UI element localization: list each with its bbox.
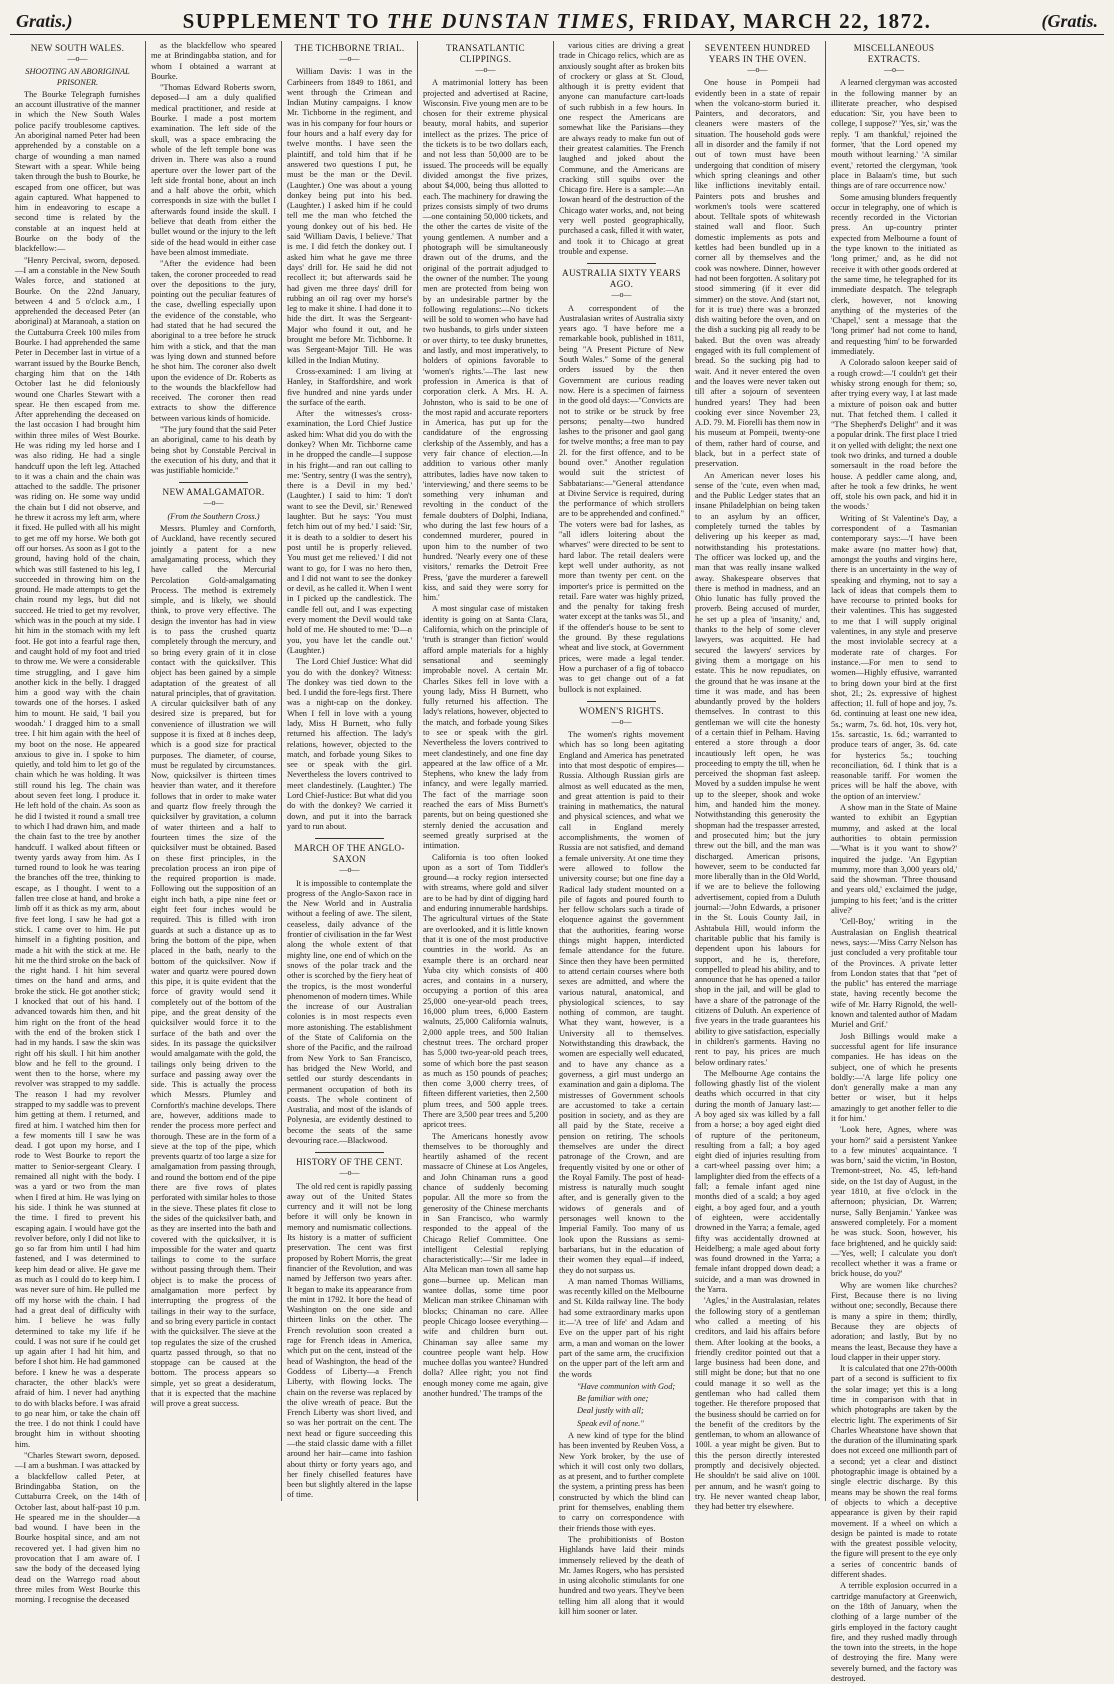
article-paragraph: California is too often looked upon as a sort of Tom Tiddler's ground—a rocky region intersected with streams, where gold and silver are to be had by dint of digging hard and enduring innumerable hardships. The agricultural virtues of the State are overlooked, and it is little known that it is one of the most productive countries in the world. As an example there is an orchard near Yuba city which consists of 400 acres, and contains in a nursery, occupying a portion of this area 25,000 one-year-old peach trees, 16,000 plum trees, 6,000 Eastern walnuts, 25,000 California walnuts, 2,000 apple trees, and 500 Italian chestnut trees. The orchard proper has 5,000 two-year-old peach trees, some of which bore the past season as much as 150 pounds of peaches; then come 3,000 cherry trees, of fifteen different varieties, then 2,500 plum trees, and 500 apple trees. There are 3,500 pear trees and 5,200 apricot trees. [423, 852, 548, 1130]
article-paragraph: The Bourke Telegraph furnishes an account illustrative of the manner in which the New South Wales police pacify troublesome captives. An aboriginal named Peter had been apprehended by a constable on a charge of wounding a man named Stewart with a spear. While being taken through the bush to Bourke, he escaped from one officer, but was again captured. What happened to him in endeavoring to escape a second time is related by the constable at an inquest held at Bourke on the body of the blackfellow:— [15, 89, 140, 254]
column-6 [690, 41, 826, 1512]
article-headline: THE TICHBORNE TRIAL. [294, 43, 405, 53]
article-headline: SEVENTEEN HUNDRED YEARS IN THE OVEN. [704, 43, 811, 64]
article-paragraph: A most singular case of mistaken identity is going on at Santa Clara, California, which on the principle of 'truth is stranger than fiction' would afford ample materials for a highly sensational and seemingly improbable novel. A certain Mr. Charles Sikes fell in love with a young lady, Miss H Burnett, who fully returned his affection. The lady's relations, however, objected to the match, and forbade young Sikes to see or speak with the girl. Nevertheless the lovers contrived to meet clandestinely, and one fine day appeared at the law office of a Mr. Stephens, who knew the lady from infancy, and were legally married. The fact of the marriage soon reached the ears of Miss Burnett's parents, but on being questioned she sternly denied the accusation and seemed greatly surprised at the intimation. [423, 604, 548, 851]
gratis-right: (Gratis. [1041, 10, 1098, 31]
column-7 [826, 41, 962, 1684]
article-paragraph: various cities are driving a great trade in Chicago relics, which are as anxiously sought after as broken bits of crockery or glass at St. Cloud, although it is pretty evident that anyone can manufacture cart-loads of such rubbish in a few hours. In one respect the Americans are somewhat like the Parisians—they are always ready to make fun out of their greatest calamities. The French laughed and joked about the Commune, and the Americans are cracking still squibs over the Chicago fire. Here is a sample:—An Iowan heard of the destruction of the Chicago water works, and, not being very well posted geographically, purchased a cask, filled it with water, and took it to Chicago at great trouble and expense. [559, 41, 684, 256]
headline-separator: —o— [475, 65, 496, 74]
article-rule [179, 482, 248, 483]
gratis-left: Gratis.) [16, 10, 73, 31]
article-paragraph: The old red cent is rapidly passing away out of the United States currency and it will not be long before it will only be known in memory and numismatic collections. Its history is a matter of sufficient preservation. The cent was first proposed by Robert Morris, the great financier of the Revolution, and was named by Jefferson two years after. It began to make its appearance from the mint in 1792. It bore the head of Washington on the one side and thirteen links on the other. The French revolution soon created a rage for French ideas in America, which put on the cent, instead of the head of Washington, the head of the Goddess of Liberty—a French Liberty, with flowing locks. The chain on the reverse was replaced by the olive wreath of peace. But the French Liberty was short lived, and so was her portrait on the cent. The next head or figure succeeding this—the staid classic dame with a fillet around her hair—came into fashion about thirty or forty years ago, and her finely chiselled features have been but slightly altered in the lapse of time. [287, 1181, 412, 1500]
article-rule [587, 263, 656, 264]
column-3 [282, 41, 418, 1501]
article-paragraph: A terrible explosion occurred in a cartridge manufactory at Greenwich, on the 18th of January, when the clothing of a large number of the girls employed in the factory caught fire, and they rushed madly through the town into the streets, in the hope of destroying the fire. Many were severely burned, and the factory was destroyed. [831, 1581, 957, 1684]
article-rule [315, 1152, 384, 1153]
article-paragraph: The prohibitionists of Boston Highlands have laid their minds immensely relieved by the death of Mr. James Rogers, who has persisted in using alcoholic stimulants for one hundred and two years. They've been telling him all along that it would kill him sooner or later. [559, 1534, 684, 1617]
article-paragraph: The Lord Chief Justice: What did you do with the donkey? Witness: The donkey was tied down to the bed. I undid the fore-legs first. There was a night-cap on the donkey. When I fell in love with a young lady, Miss H Burnett, who fully returned his affection. The lady's relations, however, objected to the match, and forbade young Sikes to see or speak with the girl. Nevertheless the lovers contrived to meet clandestinely. (Laughter.) The Lord Chief-Justice: But what did you do with the donkey? We carried it down, and put it into the barrack yard to run about. [287, 657, 412, 831]
article-headline: AUSTRALIA SIXTY YEARS AGO. [562, 268, 681, 290]
columns [10, 41, 1104, 1684]
article-paragraph: "The jury found that the said Peter an aboriginal, came to his death by being shot by Constable Percival in the execution of his duty, and that it was justifiable homicide." [151, 424, 276, 476]
article-headline: HISTORY OF THE CENT. [296, 1157, 403, 1168]
article-headline: TRANSATLANTIC CLIPPINGS. [446, 43, 525, 64]
article-paragraph: "Thomas Edward Roberts sworn, deposed—I am a duly qualified medical practitioner, and reside at Bourke. I made a post mortem examination. The left side of the skull, was a space embracing the whole of the left temple bone was driven in. There was also a round aperture over the lower part of the left side frontal bone, about an inch and a half above the orbit, which corresponds in size with the bullet I afterwards found inside the skull. I believe that death from either the bullet wound or the injury to the left side of the head would in either case have been almost immediate. [151, 83, 276, 257]
article-headline: NEW SOUTH WALES. [30, 43, 125, 53]
verse-line: Deal justly with all; [577, 1406, 644, 1416]
headline-separator: —o— [611, 716, 632, 726]
article-paragraph: 'Cell-Boy,' writing in the Australasian on English theatrical news, says:—'Miss Carry Nelson has just concluded a very profitable tour of the Provinces. A private letter from London states that that "pet of the public" has entered the marriage state, having recently become the wife of Mr. Harry Rignold, the well-known and talented author of Madam Muriel and Grif.' [831, 917, 957, 1030]
headline-separator: —o— [339, 54, 360, 63]
article-rule [315, 838, 384, 839]
article-paragraph: as the blackfellow who speared me at Brindingabba station, and for whom I obtained a warrant at Bourke. [151, 41, 276, 81]
column-4 [418, 41, 554, 1501]
article-paragraph: "After the evidence had been taken, the coroner proceeded to read over the depositions to the jury, pointing out the peculiar features of the case, dwelling especially upon the evidence of the constable, who had stated that he had secured the aboriginal to a tree before he struck him with a stick, and that the man was lying down and stunned before he shot him. The coroner also dwelt upon the evidence of Dr. Roberts as to the wounds the blackfellow had received. The coroner then read extracts to show the difference between various kinds of homicide. [151, 259, 276, 423]
article-paragraph: The Americans honestly avow themselves to be thoroughly and heartily ashamed of the recent massacre of Chinese at Los Angeles, and John Chinaman runs a good chance of suddenly becoming popular. All the more so from the generosity of the Chinese merchants in San Francisco, who warmly responded to the appeal of the Chicago Relief Committee. One intelligent Celestial replying characteristically:—'Sir me ladee in Alta Melican man town all same hap gone—burnee up. Melican man wantee dollas, some time poor Melican man strikee Chinaman with blocks; Chinaman no care. Allee people Chicago loosee everything—wife and children burn out. Chinaman say allee same my countree people want help. How muchee dollas you wantee? Hundred dolla? Allee right; you not find enough money come me again, give another hundred.' The tramps of the [423, 1131, 548, 1398]
article-paragraph: The women's rights movement which has so long been agitating England and America has penetrated into that most despotic of empires—Russia. Although Russian girls are almost as well educated as the men, and great attention is paid to their training in mathematics, the natural and physical sciences, and what we call in England merely accomplishments, the women of Russia are not satisfied, and demand a female university. At one time they were allowed to follow the university course; but one fine day a Radical lady student mounted on a pile of fagots and poured fourth to her fellow scholars such a tirade of eloquence against the government that the authorities, fearing worse things might happen, interdicted female attendance for the future. Since then they have been permitted to attend certain courses where both sexes are admitted, and where the various natural, anatomical, and physiological sciences, to say nothing of common, are taught. What they want, however, is a University all to themselves. Notwithstanding this drawback, the women are especially well educated, and to have any chance as a governess, a girl must undergo an examination and gain a diploma. The mistresses of Government schools are accustomed to take a certain position in society, and as they are all paid by the State, receive a pension on retiring. The schools themselves are under the direct patronage of the Crown, and are frequently visited by one or other of the Royal Family. The post of head-mistress is naturally much sought after, and is generally given to the widows of generals and of personages well known to the Imperial Family. Too many of us look upon the Russians as semi-barbarians, but in the education of their women they equal—if indeed, they do not surpass us. [559, 730, 684, 1275]
headline-separator: —o— [747, 65, 768, 74]
article-paragraph: An American never loses his sense of the 'cute, even when mad, and the Public Ledger states that an insane Philadelphian on being taken to an asylum by an officer, completely turned the tables by delivering up his keeper as mad, notwithstanding his protestations. The officer was locked up, and the man that was really insane walked away. Shakespeare observes that there is method in madness, and an Ohio lunatic has fully proved the proverb. Being accused of murder, he set up a plea of 'insanity,' and, thanks to the help of some clever lawyers, was acquitted. He had secured the lawyers' services by giving them a mortgage on his estate. This he now repudiates, on the ground that he was insane at the time it was made, and has been abundantly proved by the holders themselves. In contrast to this gentleman we will cite the honesty of a certain thief in Pelham. Having entered a store through a door incautiously left open, he was proceeding to empty the till, when he perceived the shopman fast asleep. Moved by a sudden impulse he went up to the sleeper, shook and woke him, and handed him the money. Notwithstanding this generosity the shopman had the trespasser arrested, and prosecuted him; but the jury threw out the bill, and the man was discharged. American prisons, however, seem to be conducted far more liberally than in the Old World, if we are to believe the following advertisement, copied from a Duluth journal:—'John Edwards, a prisoner in the St. Louis County Jail, in Ashtabula Hill, would inform the charitable public that his family is dependent upon his labours for support, and he is, therefore, compelled to plead his ability, and to announce that he has opened a tailor shop in the jail, and will be glad to have a share of the patronage of the citizens of Duluth. An experience of five years in the trade guarantees his ability to give satisfaction, especially in children's garments. Having no rent to pay, his prices are much below ordinary rates.' [695, 470, 820, 1067]
article-paragraph: It is calculated that one 27th-000th part of a second is sufficient to fix the solar image; yet this is a long time in comparison with that in which photographs are taken by the electric light. The experiments of Sir Charles Wheatstone have shown that the duration of the illuminating spark does not exceed one millionth part of a second; yet a clear and distinct photographic image is obtained by a single electric discharge. By this means may be shown the real forms of objects to which a deceptive appearance is given by their rapid movement. If a wheel on which a design be painted is made to rotate with the greatest possible velocity, the figure will present to the eye only a series of concentric bands of different shades. [831, 1364, 957, 1580]
headline-separator: —o— [611, 290, 632, 300]
article-rule [587, 701, 656, 702]
masthead [10, 8, 1104, 35]
column-2 [146, 41, 282, 1501]
article-paragraph: The Melbourne Age contains the following ghastly list of the violent deaths which occurred in that city during the month of January last:—A boy aged six was killed by a fall from a horse; a boy aged eight died of rupture of the peritoneum, resulting from a fall; a boy aged eight died of injuries resulting from a cart-wheel passing over him; a lamplighter died from the effects of a fall; a female infant aged nine months died of a scald; a boy aged eight, a boy aged four, and a youth of eighteen, were accidentally drowned in the Yarra; a female, aged fifty was accidentally drowned at Heidelberg; a male aged about forty was found drowned in the Yarra; a female infant dropped down dead; a suicide, and a man was drowned in the Yarra. [695, 1068, 820, 1295]
headline-separator: —o— [339, 1168, 360, 1178]
title-prefix: SUPPLEMENT TO [182, 8, 381, 33]
article-paragraph: "Henry Percival, sworn, deposed.—I am a constable in the New South Wales force, and stationed at Bourke. On the 22nd January, between 4 and 5 o'clock a.m., I apprehended the deceased Peter (an aboriginal) at Maranoah, a station on the Cuttaburra Creek 100 miles from Bourke. I had apprehended the same Peter in December last in virtue of a warrant issued by the Bourke Bench, charging him that on the 14th October last he did feloniously wound one Charles Stewart with a spear. He then escaped from me. After apprehending the deceased on the last occasion I had brought him within three miles of West Bourke. He was riding my led horse and I was also riding. He had a single handcuff upon the left leg. Attached to it was a chain and the chain was attached to the saddle. The prisoner was riding on. He some way undid the chain but I did not observe, and he threw it across my left arm, where it fixed. He pulled with all his might to get me off my horse. We both got off our horses. As soon as I got to the ground, having hold of the chain, which was still fastened to his leg, I succeeded in throwing him on the ground. He made attempts to get the chain round my legs, but did not succeed. He tried to get my revolver, which was in the pouch at my side. I hit him in the stomach with my left foot. He got into a fearful rage then, and caught hold of my foot and tried to throw me. We were a considerable time struggling, and I gave him another kick in the belly. I dragged him a good way with the chain towards one of the horses. I asked him to mount. He said, 'I bail you woodah.' I dragged him to a small tree. I hit him again with the heel of my boot on the nose. He appeared anxious to give in. I spoke to him quietly, and told him to let go of the chain which he was holding. It was still round his leg. The chain was about seven feet long. I produce it. He left hold of the chain. As soon as he did I twisted it round a small tree to which I had drawn him, and made the chain fast to the tree by another handcuff. I walked about fifteen or twenty yards away from him. As I turned round to look he was tearing the branches off the tree, thinking to escape, as I thought. I went to a fallen tree close at hand, and broke a limb off it as thick as my arm, about five feet long. I saw he had got a stick. I came over to him. He put himself in a fighting position, and made a hit with the stick at me. He hit me the third stroke on the back of the right hand. I hit him several times on the hand and arms, and broke the stick. He got another stick; I knocked that out of his hand. I advanced towards him then, and hit him right on the front of the head with the end of the broken stick I had in my hands. I saw the skin was right off his skull. I hit him another blow and he fell to the ground. I went then to the horse, where my revolver was strapped to my saddle. The reason I had my revolver strapped to my saddle was to prevent him getting at them. I returned, and fired at him. I watched him then for a few moments till I saw he was dead. I got upon my horse, and I rode to West Bourke to report the matter to Senior-sergeant Cleary. I remained all night with the body. I was a yard or two from the man when I fired at him. He was lying on his side. I think he was stunned at the time. I fired to prevent his escaping again. I would have got the revolver before, only I did not like to go so far from him until I had him fastened, and I was determined to keep him dead or alive. He gave me as much as I could do to keep him. I was never sure of him. He pulled me off my horse with the chain. I had had a great deal of difficulty with him. I believe he was fully determined to take my life if he could. I was not sure if he could get up again after I had hit him, and before I shot him. He had gammoned before. I knew he was a desperate character, the other black's were afraid of him. I never had anything to do with blacks before. I was afraid to go near him, or take the chain off the tree. I do not think I could have brought him in without shooting him. [15, 255, 140, 1449]
headline-separator: —o— [339, 865, 360, 875]
verse-line: "Have communion with God; [577, 1381, 676, 1391]
masthead-title [183, 9, 932, 34]
article-paragraph: Why are women like churches? First, Because there is no living without one; secondly, Because there is many a spire in them; thirdly, Because they are objects of adoration; and lastly, But by no means the least, Because they have a loud clapper in their upper story. [831, 1280, 957, 1362]
article-paragraph: A learned clergyman was accosted in the following manner by an illiterate preacher, who despised education: 'Sir, you have been to college, I suppose?' 'Yes, sir,' was the reply. 'I am thankful,' rejoined the former, 'that the Lord opened my mouth without learning.' 'A similar event,' retorted the clergyman, 'took place in Balaam's time, but such things are of rare occurrence now.' [831, 78, 957, 191]
headline-separator: —o— [884, 65, 904, 74]
article-paragraph: A correspondent of the Australasian writes of Australia sixty years ago. 'I have before me a remarkable book, published in 1811, being "A Present Picture of New South Wales." Some of the general orders issued by the then Government are curious reading now. Here is a specimen of fairness in the good old days:—"Convicts are not to strike or be struck by free persons; penalty—two hundred lashes to the prisoner and gaol gang for twelve months; a free man to pay 2l. for the first offence, and to be bound over." Another regulation would suit the strictest of Sabbatarians:—"General attendance at Divine Service is required, during the performance of which strollers are to be apprehended and confined." The voters were bad for lashes, as "all idlers loitering about the wharves" were directed to be sent to hard labor. The retail dealers were kept well under authority, as not more than twenty per cent. on the importer's price is permitted on the retail. Fare water was highly prized, and the penalty for taking fresh water except at the tanks was 5l., and if the offender's house to be sent to the ground. By these regulations wheat and live stock, at Government prices, were made a legal tender. How a purchaser of a fig of tobacco was to get change out of a fat bullock is not explained. [559, 303, 684, 694]
article-paragraph: A man named Thomas Williams, was recently killed on the Melbourne and St. Kilda railway line. The body had some extraordinary marks upon it:—'A tree of life' and Adam and Eve on the upper part of his right arm, a man and woman on the lower part of the same arm, the crucifixion on the upper part of the left arm and the words [559, 1276, 684, 1379]
paper-name: THE DUNSTAN TIMES, [386, 8, 637, 33]
headline-separator: —o— [67, 54, 88, 63]
article-paragraph: A new kind of type for the blind has been invented by Reuben Voss, a New York broker, by the use of which it will cost only two dollars, as at present, and to further complete the system, a printing press has been constructed by which the blind can print for themselves, enabling them to carry on correspondence with their friends those with eyes. [559, 1431, 684, 1533]
article-paragraph: Cross-examined: I am living at Hanley, in Staffordshire, and work five hundred and nine yards under the surface of the earth. [287, 366, 412, 407]
article-paragraph: A matrimonial lottery has been projected and advertised at Racine, Wisconsin. Five young men are to be chosen for their extreme physical beauty, moral habits, and superior intellect as the prizes. The price of the tickets is to be two dollars each, and not less than 50,000 are to be issued. The proceeds will be equally divided amongst the five prizes, about $4,000, being thus allotted to each. The machinery for drawing the prizes consists simply of two drums—one containing 50,000 tickets, and the other the cartes de visite of the young gentlemen. A number and a photograph will be simultaneously drawn out of the drums, and the original of the portrait adjudged to the owner of the number. The young men are protected from being won by an undesirable partner by the following regulations:—No tickets will be sold to women who have had two husbands, to girls under sixteen or over thirty, to tee dusky brunettes, and lastly, and most imperatively, to holders of opinions favorable to 'women's rights.'—The last new profession in America is that of corporation clerk. A Mrs. H. A. Johnston, who is said to be one of the most rapid and accurate reporters in America, has put up for the candidature of the engrossing clerkship of the Assembly, and has a very fair chance of election.—In addition to various other manly attributes, ladies have now taken to 'interviewing,' and there seems to be something very inhuman and revolting in the conduct of the female doubters of Dolphi, Indiana, who during the last few hours of a condemned murderer, poured in upon him to the number of two hundred. 'Nearly every one of these visitors,' remarks the Detroit Free Press, 'gave the murderer a farewell kiss, and said they were sorry for him.' [423, 78, 548, 603]
article-paragraph: Josh Billings would make a successful agent for life insurance companies. He has ideas on the subject, one of which he presents boldly:—'A large life policy one don't generally make a man any better or wiser, but it helps amazingly to get another feller to die it for him.' [831, 1031, 957, 1123]
article-paragraph: Some amusing blunders frequently occur in telegraphy, one of which is recently recorded in the Victorian press. An up-country printer expected from Melbourne a fount of the type known to the initiated as 'long primer,' and, as he did not receive it with other goods ordered at the same time, he telegraphed for its immediate despatch. The telegraph clerk, however, not knowing anything of the mysteries of the 'Chapel,' sent a message that the 'long primer' had not come to hand, and requesting 'him' to be forwarded immediately. [831, 192, 957, 357]
article-paragraph: 'Look here, Agnes, where was your horn?' said a persistent Yankee to a few minutes' acquaintance. 'I was born,' said the victim, 'in Boston, Tremont-street, No. 45, left-hand side, on the 1st day of August, in the year 1810, at five o'clock in the afternoon; physician, Dr. Warren; nurse, Sally Benjamin.' Yankee was answered completely. For a moment he was stuck. Soon, however, his face brightened, and he quickly said:—'Yes, well; I calculate you don't recollect whether it was a frame or brick house, do you?' [831, 1125, 957, 1279]
headline-separator: —o— [203, 498, 224, 508]
article-headline: WOMEN'S RIGHTS. [579, 705, 664, 716]
article-paragraph: After the witnesses's cross-examination, the Lord Chief Justice asked him: What did you do with the donkey? When Mr. Tichborne came in he dropped the candle—I suppose in his fright—and ran out calling to me: 'Sentry, sentry (I was the sentry), there is a Devil in my bed.' (Laughter.) I said to him: 'I don't want to see the Devil, sir.' Renewed laughter. But he says: 'You must fetch him out of my bed.' I said: 'Sir, it is death to a soldier to desert his post until he is properly relieved. You must get me relieved.' I did not want to go, for I was no hero then, and I did not want to see the donkey or devil, as he called it. When I went in I picked up the candlestick. The candle fell out, and I was expecting every moment the Devil would take hold of me. He shouted to me: 'D—n you, you have let the candle out.' (Laughter.) [287, 409, 412, 655]
article-headline: NEW AMALGAMATOR. [162, 487, 265, 498]
article-subhead: SHOOTING AN ABORIGINAL PRISONER. [25, 67, 130, 87]
article-paragraph: A Colorado saloon keeper said of a rough crowd:—'I couldn't get their whisky strong enough for them; so, after trying every way, I at last made a mixture of poison oak and butter nut. That fetched them. I called it "The Shepherd's Delight" and it was a popular drink. The first place I tried it on yelled with delight; the next one took two drinks, and turned a double somersault in the road before the house. A peddler came along, and, after he took a few drinks, he went off, stole his own pack, and hid it in the woods.' [831, 358, 957, 512]
article-paragraph: A show man in the State of Maine wanted to exhibit an Egyptian mummy, and asked at the local authorities to obtain permission—'What is it you want to show?' inquired the judge. 'An Egyptian mummy, more than 3,000 years old,' said the showman. 'Three thousand and years old,' exclaimed the judge, jumping to his feet; 'and is the critter alive?' [831, 803, 957, 916]
verse-line: Speak evil of none." [577, 1418, 644, 1428]
article-paragraph: William Davis: I was in the Carbineers from 1849 to 1861, and went through the Crimean and Indian Mutiny campaigns. I know Mr. Tichborne in the regiment, and was in his company for four hours or four hours and a half every day for twelve months. I have seen the plaintiff, and told him that if he answered two questions I put, he must be the man or the Devil. (Laughter.) One was about a young donkey being put into his bed. (Laughter.) I asked him if he could tell me the man who fetched the young donkey out of his bed. He said 'William Davis, I believe.' That is me. I did fetch the donkey out. I asked him what he gave me three days' drill for. He said he did not recollect it; but afterwards said he had given me three days' drill for rubbing an oil rag over my horse's leg to make it shine. I had done it to hide the dirt. It was the Sergeant-Major who found it out, and he brought me before Mr. Tichborne. It was Sergeant-Major Till. He was killed in the Indian Mutiny. [287, 67, 412, 365]
article-paragraph: Messrs. Plumley and Cornforth, of Auckland, have recently secured jointly a patent for a new amalgamating process, which they have called the Mercurial Percolation Gold-amalgamating Process. The method is extremely simple, and is likely, we should think, to prove very effective. The design the inventor has had in view is to pass the crushed quartz completely through the mercury, and so bring every grain of it in close contact with the quicksilver. This object has been gained by a simple adaptation of the greatest of all natural principles, that of gravitation. A circular quicksilver bath of any desired size is prepared, but for convenience of illustration we will suppose it is fixed at 8 inches deep, which is a good size for practical purposes. The diameter, of course, must be regulated by circumstances. Now, quicksilver is thirteen times heavier than water, and it therefore follows that in order to make water and quartz flow freely through the quicksilver by gravitation, a column of water thirteen and a half to fourteen times the size of the quicksilver must be obtained. Based on these first principles, in the precolation process an iron pipe of the required proportion is made. Following out the supposition of an eight inch bath, a pipe nine feet or eight feet four inches would be required. This is filled with iron guards at such a distance up as to bring the bottom of the pipe, when placed in the bath, nearly to the bottom of the quicksilver. Now if water and quartz were poured down this pipe, it is quite evident that the force of gravity would send it completely out of the bottom of the pipe, and the great density of the quicksilver would force it to the surface of the bath and over the sides. In its passage the quicksilver would amalgamate with the gold, the tailings only being driven to the surface and passing away over the side. This is actually the process which Messrs. Plumley and Cornforth's machine develops. There are, however, additions made to render the process more perfect and thorough. These are in the form of a sieve at the top of the pipe, which prevents quartz of too large a size for amalgamation from passing through, and round the bottom end of the pipe there are five rows of plates perforated with similar holes to those in the sieve. These plates fit close to the sides of the quicksilver bath, and as they are inserted into the bath and covered with the quicksilver, it is impossible for the water and quartz tailings to come to the surface without passing through them. Their object is to make the process of amalgamation more perfect by interrupting the progress of the tailings in their way to the surface, and so bring every particle in contact with the quicksilver. The sieve at the top regulates the size of the crushed quartz passed through, so that no stoppage can be caused at the bottom. The process appears so simple, yet so great a desideratum, that it is expected that the machine will prove a great success. [151, 524, 276, 1409]
column-5 [554, 41, 690, 1617]
article-headline: MARCH OF THE ANGLO-SAXON [294, 843, 405, 865]
article-paragraph: It is impossible to contemplate the progress of the Anglo-Saxon race in the New World and in Australia without a feeling of awe. The silent, ceaseless, daily advance of the frontier of civilisation in the far West along the whole extent of that mighty line, one end of which on the snows of the polar track and the other is scorched by the fiery heat of the tropics, is the most wonderful phenomenon of modern times. While the increase of our Australian colonies is in most respects even more astonishing. The establishment of the State of California on the shore of the Pacific, and the railroad from New York to San Francisco, has bridged the New World, and settled our sturdy descendants in permanent occupation of both its coasts. The whole continent of Australia, and most of the islands of Polynesia, are evidently destined to become the seats of the same devouring race.—Blackwood. [287, 878, 412, 1145]
verse-line: Be familiar with one; [577, 1394, 649, 1404]
article-subhead: (From the Southern Cross.) [167, 511, 260, 521]
column-1 [10, 41, 146, 1605]
article-paragraph: One house in Pompeii had evidently been in a state of repair when the volcano-storm buried it. Painters, and decorators, and cleaners were masters of the situation. The household gods were all in disorder and the family if not out of town must have been undergoing that condition of misery which spring cleanings and other like inflictions inevitably entail. Painters pots and brushes and workmen's tools were scattered about. Telltale spots of whitewash stained wall and floor. Such domestic implements as pots and kettles had been bundled up in a corner all by themselves and the cook was nowhere. Dinner, however had not been forgotten. A solitary pot stood simmering (if it ever did simmer) on the stove. And (start not, for it is true) there was a bronzed dish waiting before the oven, and on the dish a sucking pig all ready to be baked. But the oven was already engaged with its full complement of bread. So the sucking pig had to wait. And it never entered the oven and the loaves were never taken out till after a sojourn of seventeen hundred years! They had been cooking ever since November 23, A.D. 79. M. Fiorelli has them now in his museum at Pompeii, twenty-one of them, rather hard of course, and black, but in a perfect state of preservation. [695, 78, 820, 469]
article-paragraph: Writing of St Valentine's Day, a correspondent of a Tasmanian contemporary says:—'I have been make aware (no matter how) that, amongst the youths and virgins here, there is an uncertainty in the way of speaking and rhyming, not to say a lack of ideas that compels them to have recourse to printed books for their valentines. This has suggested to me that I will supply original valentines, in any style and preserve the most inviolable secrecy at a moderate rate of charges. For instance.—For men to send to women—Highly effusive, warranted to bring down your bird at the first shot, 2l.; 2s. expressive of highest affection; 1l. full of hope and joy, 7s. 6d. continuing at least one new idea, 5s.; warm, 7s. 6d. hot, 10s. very hot, 15s. sarcastic, 1s. 6d.; warranted to produce tears of anger, 3s. 6d. cate for hysterics 5s.; touching reconciliation, 6d. I think that is a reasonable tariff. For women the prices will be half the above, with the option of an interview.' [831, 513, 957, 801]
article-paragraph: "Charles Stewart sworn, deposed.—I am a bushman. I was attacked by a blackfellow called Peter, at Brindingabba Station, on the Cuttaburra Creek, on the 14th of October last, about half-past 10 p.m. He speared me in the shoulder—a bad wound. I have been in the Bourke hospital since, and am not recovered yet. I had given him no provocation that I am aware of. I saw the body of the deceased lying dead on the Warrego road about three miles from West Bourke this morning. I recognise the deceased [15, 1451, 140, 1605]
article-headline: MISCELLANEOUS EXTRACTS. [853, 43, 935, 64]
article-paragraph: 'Agles,' in the Australasian, relates the following story of a gentleman who called a meeting of his creditors, and laid his affairs before them. After looking at the books, a friendly creditor pointed out that a large business had been done, and still might be done; but that no one could manage it so well as the gentleman who had called them together. He therefore proposed that the business should be carried on for the benefit of the creditors by the gentleman, to whom an allowance of 100l. a year might be given. But to this the person directly interested promptly and decisively objected. He shouldn't be said alive on 100l. per annum, and he wasn't going to try. He never wanted cheap labor, they had better try elsewhere. [695, 1296, 820, 1512]
issue-date: FRIDAY, MARCH 22, 1872. [642, 8, 932, 33]
